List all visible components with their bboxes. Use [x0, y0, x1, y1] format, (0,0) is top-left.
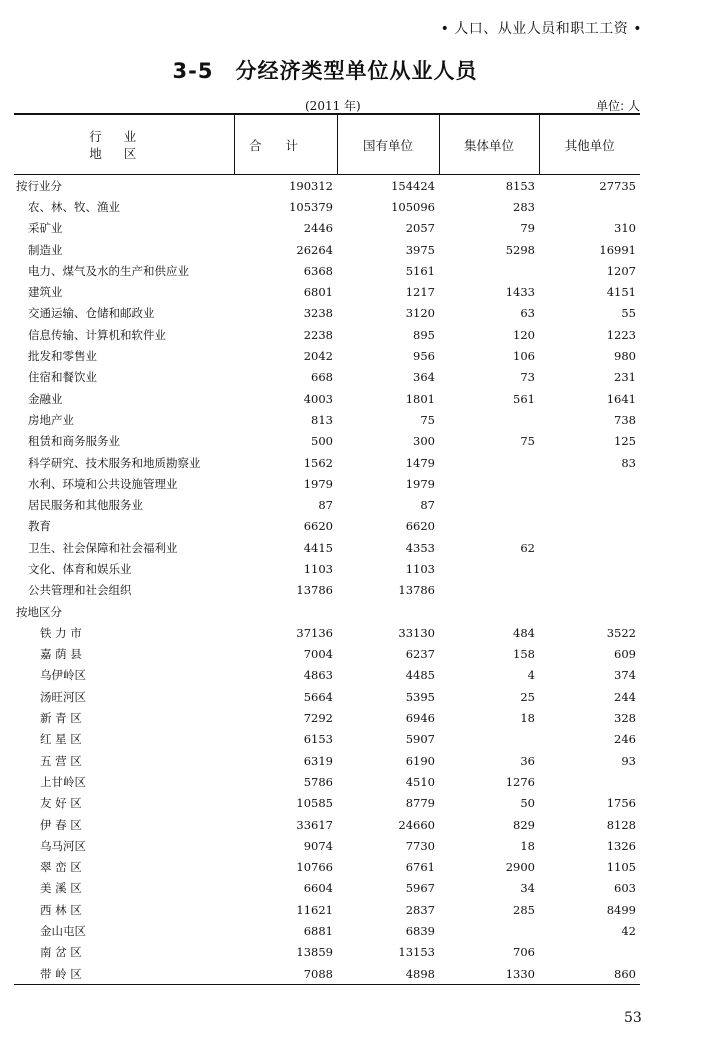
cell-total: 500: [311, 434, 333, 449]
cell-total: 13786: [296, 583, 333, 598]
cell-collective: 1276: [505, 774, 535, 789]
cell-total: 1979: [303, 476, 333, 491]
row-label: 电力、煤气及水的生产和供应业: [28, 263, 189, 278]
row-header-cell: [14, 114, 234, 175]
cell-other: 1207: [606, 263, 636, 278]
cell-collective: 18: [520, 838, 535, 853]
cell-state: 1979: [405, 476, 435, 491]
table-row: [14, 707, 640, 728]
table-row: [14, 175, 640, 197]
table-row: [14, 665, 640, 686]
row-label: 教育: [28, 519, 51, 534]
col-header-state: 国有单位: [337, 114, 439, 175]
cell-total: 4415: [303, 540, 333, 555]
cell-state: 5395: [405, 689, 435, 704]
cell-other: 8128: [606, 817, 636, 832]
cell-other: 860: [539, 963, 640, 985]
cell-other: 55: [621, 306, 636, 321]
table-row: [14, 452, 640, 473]
cell-other: [539, 580, 640, 601]
cell-state: 5161: [405, 263, 435, 278]
cell-other: 1223: [606, 327, 636, 342]
cell-total: 2446: [303, 221, 333, 236]
cell-total: 7004: [303, 647, 333, 662]
row-label: 房地产业: [28, 412, 74, 427]
year-label: (2011 年): [305, 99, 361, 113]
cell-state: 75: [420, 412, 435, 427]
row-label: 居民服务和其他服务业: [28, 498, 143, 513]
cell-total: 105379: [289, 199, 333, 214]
cell-collective: 2900: [505, 860, 535, 875]
unit-label: 单位: 人: [596, 99, 640, 113]
cell-total: 4003: [303, 391, 333, 406]
cell-total: 6319: [303, 753, 333, 768]
cell-total: 33617: [296, 817, 333, 832]
cell-other: [539, 537, 640, 558]
cell-total: 87: [318, 498, 333, 513]
cell-collective: 120: [513, 327, 535, 342]
cell-state: 3120: [405, 306, 435, 321]
cell-collective: 63: [520, 306, 535, 321]
cell-collective: 285: [513, 902, 535, 917]
cell-total: 668: [311, 370, 333, 385]
cell-total: 6153: [303, 732, 333, 747]
cell-other: 609: [614, 647, 636, 662]
table-row: [14, 644, 640, 665]
cell-collective: 561: [513, 391, 535, 406]
table-row: [14, 409, 640, 430]
cell-state: 4353: [405, 540, 435, 555]
cell-state: 87: [420, 498, 435, 513]
cell-other: 231: [614, 370, 636, 385]
cell-state: 4485: [405, 668, 435, 683]
cell-collective: [439, 494, 539, 515]
cell-total: 7088: [234, 963, 337, 985]
cell-state: 105096: [391, 199, 435, 214]
cell-collective: 34: [520, 881, 535, 896]
row-label: 汤旺河区: [40, 689, 86, 704]
table-row: [14, 239, 640, 260]
table-row: [14, 942, 640, 963]
row-label: 带 岭 区: [14, 963, 234, 985]
cell-collective: [439, 260, 539, 281]
cell-collective: [439, 516, 539, 537]
table-row: [14, 473, 640, 494]
cell-other: 244: [614, 689, 636, 704]
cell-total: 6620: [303, 519, 333, 534]
cell-collective: [439, 920, 539, 941]
row-label: 金山屯区: [40, 924, 86, 939]
table-row: [14, 218, 640, 239]
table-row: [14, 281, 640, 302]
cell-collective: 36: [520, 753, 535, 768]
table-row: [14, 835, 640, 856]
table-row: [14, 857, 640, 878]
row-label: 乌伊岭区: [40, 668, 86, 683]
cell-total: 37136: [296, 625, 333, 640]
cell-collective: 18: [520, 711, 535, 726]
table-row: [14, 516, 640, 537]
cell-collective: [439, 409, 539, 430]
cell-state: 6946: [405, 711, 435, 726]
cell-other: 1756: [606, 796, 636, 811]
row-label: 按行业分: [16, 178, 62, 193]
col-header-total: 合计: [234, 114, 337, 175]
cell-state: 154424: [391, 178, 435, 193]
cell-collective: [439, 452, 539, 473]
page-title: [0, 55, 650, 85]
row-label: 农、林、牧、渔业: [28, 199, 120, 214]
row-label: 制造业: [28, 242, 63, 257]
table-title: 分经济类型单位从业人员: [235, 59, 478, 83]
cell-collective: 62: [520, 540, 535, 555]
cell-collective: [439, 558, 539, 579]
cell-other: 27735: [599, 178, 636, 193]
cell-collective: 75: [520, 434, 535, 449]
cell-other: 246: [614, 732, 636, 747]
cell-collective: 106: [513, 349, 535, 364]
cell-total: 10585: [296, 796, 333, 811]
cell-collective: 706: [513, 945, 535, 960]
cell-collective: 283: [513, 199, 535, 214]
row-label: 上甘岭区: [40, 774, 86, 789]
cell-other: 980: [614, 349, 636, 364]
table-row: [14, 771, 640, 792]
cell-state: 895: [413, 327, 435, 342]
table-row: [14, 260, 640, 281]
row-label: 科学研究、技术服务和地质勘察业: [28, 455, 201, 470]
row-label: 公共管理和社会组织: [28, 583, 132, 598]
cell-state: 4510: [405, 774, 435, 789]
row-label: 伊 春 区: [40, 817, 82, 832]
cell-state: 13786: [398, 583, 435, 598]
cell-state: 364: [413, 370, 435, 385]
row-label: 友 好 区: [40, 796, 82, 811]
cell-other: 1641: [606, 391, 636, 406]
cell-state: 8779: [405, 796, 435, 811]
cell-other: [539, 473, 640, 494]
row-label: 建筑业: [28, 285, 63, 300]
cell-state: 2837: [405, 902, 435, 917]
row-label: 采矿业: [28, 221, 63, 236]
table-row: [14, 196, 640, 217]
row-label: 嘉 荫 县: [40, 647, 82, 662]
cell-state: 6620: [405, 519, 435, 534]
cell-other: 1326: [606, 838, 636, 853]
cell-total: [234, 601, 337, 622]
cell-total: 9074: [303, 838, 333, 853]
cell-total: 190312: [289, 178, 333, 193]
cell-other: [539, 942, 640, 963]
row-label: 金融业: [28, 391, 63, 406]
cell-collective: 158: [513, 647, 535, 662]
data-table-container: [14, 113, 640, 985]
cell-collective: 73: [520, 370, 535, 385]
col-header-collective: 集体单位: [439, 114, 539, 175]
cell-total: 6368: [303, 263, 333, 278]
cell-other: 3522: [606, 625, 636, 640]
row-label: 南 岔 区: [40, 945, 82, 960]
row-label: 信息传输、计算机和软件业: [28, 327, 166, 342]
cell-total: 6881: [303, 924, 333, 939]
row-label: 五 营 区: [40, 753, 82, 768]
cell-total: 1103: [303, 561, 333, 576]
table-row: [14, 963, 640, 985]
cell-total: 26264: [296, 242, 333, 257]
cell-state: 5967: [405, 881, 435, 896]
cell-collective: 1330: [439, 963, 539, 985]
table-row: [14, 558, 640, 579]
cell-state: 1103: [405, 561, 435, 576]
cell-collective: 5298: [505, 242, 535, 257]
table-row: [14, 920, 640, 941]
table-number: 3-5: [172, 59, 214, 83]
cell-collective: [439, 601, 539, 622]
cell-other: 42: [621, 924, 636, 939]
table-row: [14, 878, 640, 899]
table-row: [14, 750, 640, 771]
cell-state: 33130: [398, 625, 435, 640]
table-row: [14, 793, 640, 814]
cell-state: [337, 601, 439, 622]
cell-total: 4863: [303, 668, 333, 683]
cell-total: 6604: [303, 881, 333, 896]
cell-collective: 4: [527, 668, 535, 683]
cell-other: 603: [614, 881, 636, 896]
cell-state: 5907: [405, 732, 435, 747]
table-row: [14, 303, 640, 324]
cell-state: 6761: [405, 860, 435, 875]
cell-total: 5664: [303, 689, 333, 704]
cell-state: 3975: [405, 242, 435, 257]
cell-state: 1801: [405, 391, 435, 406]
row-label: 翠 峦 区: [40, 860, 82, 875]
table-row: [14, 367, 640, 388]
cell-total: 813: [311, 412, 333, 427]
table-row: [14, 899, 640, 920]
cell-other: [539, 494, 640, 515]
table-row: [14, 324, 640, 345]
cell-total: 3238: [303, 306, 333, 321]
cell-other: 328: [614, 711, 636, 726]
table-row: [14, 580, 640, 601]
cell-collective: [439, 473, 539, 494]
table-row: [14, 814, 640, 835]
cell-state: 13153: [398, 945, 435, 960]
table-header-row: [14, 114, 640, 175]
row-label: 按地区分: [16, 604, 62, 619]
cell-total: 6801: [303, 285, 333, 300]
cell-other: [539, 516, 640, 537]
cell-collective: 50: [520, 796, 535, 811]
cell-other: 125: [614, 434, 636, 449]
row-label: 乌马河区: [40, 838, 86, 853]
row-label: 新 青 区: [40, 711, 82, 726]
table-row: [14, 537, 640, 558]
row-header-industry: 行业: [89, 128, 159, 144]
table-row: [14, 345, 640, 366]
row-label: 住宿和餐饮业: [28, 370, 97, 385]
cell-total: 10766: [296, 860, 333, 875]
cell-other: 8499: [606, 902, 636, 917]
cell-state: 300: [413, 434, 435, 449]
cell-total: 2238: [303, 327, 333, 342]
table-row: [14, 601, 640, 622]
row-label: 西 林 区: [40, 902, 82, 917]
table-row: [14, 431, 640, 452]
cell-collective: 1433: [505, 285, 535, 300]
cell-other: [539, 196, 640, 217]
table-row: [14, 622, 640, 643]
cell-other: 16991: [599, 242, 636, 257]
row-label: 批发和零售业: [28, 349, 97, 364]
cell-other: 93: [621, 753, 636, 768]
cell-total: 11621: [296, 902, 333, 917]
table-row: [14, 686, 640, 707]
cell-state: 4898: [337, 963, 439, 985]
cell-state: 1479: [405, 455, 435, 470]
cell-other: 4151: [606, 285, 636, 300]
cell-other: 83: [621, 455, 636, 470]
cell-collective: 484: [513, 625, 535, 640]
cell-other: 1105: [606, 860, 636, 875]
cell-state: 6839: [405, 924, 435, 939]
cell-total: 1562: [303, 455, 333, 470]
row-label: 交通运输、仓储和邮政业: [28, 306, 155, 321]
row-label: 红 星 区: [40, 732, 82, 747]
cell-state: 6237: [405, 647, 435, 662]
cell-total: 13859: [296, 945, 333, 960]
row-label: 文化、体育和娱乐业: [28, 561, 132, 576]
cell-total: 2042: [303, 349, 333, 364]
table-row: [14, 388, 640, 409]
cell-other: 310: [614, 221, 636, 236]
cell-other: [539, 601, 640, 622]
cell-state: 6190: [405, 753, 435, 768]
cell-collective: [439, 580, 539, 601]
cell-state: 24660: [398, 817, 435, 832]
cell-collective: 79: [520, 221, 535, 236]
table-body: [14, 175, 640, 985]
cell-state: 7730: [405, 838, 435, 853]
row-label: 卫生、社会保障和社会福利业: [28, 540, 178, 555]
cell-other: [539, 558, 640, 579]
cell-collective: 8153: [505, 178, 535, 193]
row-label: 铁 力 市: [40, 625, 82, 640]
cell-total: 5786: [303, 774, 333, 789]
cell-collective: 829: [513, 817, 535, 832]
cell-state: 956: [413, 349, 435, 364]
data-table: [14, 113, 640, 985]
page-number: 53: [624, 1010, 642, 1026]
cell-other: 374: [614, 668, 636, 683]
cell-collective: [439, 729, 539, 750]
table-row: [14, 494, 640, 515]
cell-collective: 25: [520, 689, 535, 704]
row-label: 水利、环境和公共设施管理业: [28, 476, 178, 491]
table-row: [14, 729, 640, 750]
cell-state: 2057: [405, 221, 435, 236]
cell-other: [539, 771, 640, 792]
cell-total: 7292: [303, 711, 333, 726]
row-label: 美 溪 区: [40, 881, 82, 896]
running-header: • 人口、从业人员和职工工资 •: [440, 21, 642, 37]
cell-other: 738: [614, 412, 636, 427]
col-header-other: 其他单位: [539, 114, 640, 175]
row-label: 租赁和商务服务业: [28, 434, 120, 449]
cell-state: 1217: [405, 285, 435, 300]
row-header-region: 地区: [89, 145, 159, 161]
